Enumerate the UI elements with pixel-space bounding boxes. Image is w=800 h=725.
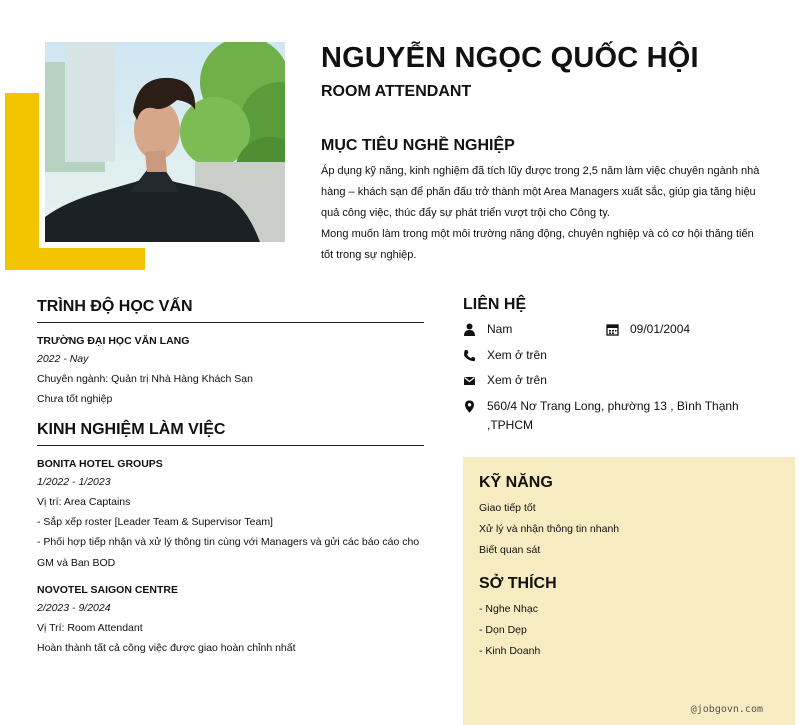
contact-dob-wrap [606, 320, 690, 339]
job-period: 1/2022 - 1/2023 [37, 476, 111, 488]
education-status: Chưa tốt nghiệp [37, 393, 113, 405]
job-title: ROOM ATTENDANT [321, 83, 472, 100]
job-detail: - Phối hợp tiếp nhận và xử lý thông tin cùng với Managers và gửi các báo cáo cho GM và Ban BOD [37, 536, 420, 569]
profile-photo [45, 42, 285, 242]
contact-address: 560/4 Nơ Trang Long, phường 13 , Bình Thạnh ,TPHCM [487, 399, 739, 432]
contact-row-phone [463, 346, 783, 365]
objective-body [321, 161, 766, 266]
hobby-item: - Kinh Doanh [479, 645, 541, 657]
contact-section [463, 296, 783, 435]
skills-heading: KỸ NĂNG [479, 474, 553, 491]
calendar-icon [606, 323, 619, 336]
education-major: Chuyên ngành: Quản trị Nhà Hàng Khách Sạn [37, 373, 253, 385]
contact-row-personal [463, 320, 783, 339]
skills-hobbies-panel [463, 457, 795, 725]
hobby-item: - Nghe Nhạc [479, 603, 538, 615]
objective-heading: MỤC TIÊU NGHỀ NGHIỆP [321, 137, 515, 154]
hobby-item: - Dọn Dẹp [479, 624, 527, 636]
contact-row-email [463, 371, 783, 390]
mail-icon [463, 374, 476, 387]
job-detail: Vị Trí: Room Attendant [37, 622, 143, 634]
contact-gender: Nam [487, 322, 513, 336]
education-heading: TRÌNH ĐỘ HỌC VẤN [37, 298, 424, 323]
objective-paragraph: Mong muốn làm trong một môi trường năng động, chuyên nghiệp và có cơ hội thăng tiến tốt trong sự nghiệp. [321, 228, 754, 261]
contact-dob: 09/01/2004 [630, 322, 691, 336]
contact-email: Xem ở trên [487, 373, 547, 387]
education-school: TRƯỜNG ĐẠI HỌC VĂN LANG [37, 335, 190, 347]
watermark: @jobgovn.com [690, 704, 763, 715]
left-column [37, 298, 424, 658]
job-company: BONITA HOTEL GROUPS [37, 458, 163, 470]
phone-icon [463, 349, 476, 362]
objective-paragraph: Áp dụng kỹ năng, kinh nghiệm đã tích lũy được trong 2,5 năm làm việc chuyên ngành nhà hàng – khách sạn để phấn đấu trở thành một Area Managers xuất sắc, giúp gia tăng hiệu quả công việc, thúc đẩy sự phát triển vượt trội cho Công ty. [321, 165, 760, 219]
contact-heading: LIÊN HỆ [463, 296, 527, 313]
contact-phone: Xem ở trên [487, 348, 547, 362]
education-period: 2022 - Nay [37, 353, 89, 365]
skill-item: Xử lý và nhận thông tin nhanh [479, 523, 620, 535]
job-company: NOVOTEL SAIGON CENTRE [37, 584, 178, 596]
skill-item: Giao tiếp tốt [479, 502, 536, 514]
job-detail: Vị trí: Area Captains [37, 496, 131, 508]
contact-row-address [463, 397, 783, 435]
job-detail: - Sắp xếp roster [Leader Team & Supervisor Team] [37, 516, 273, 528]
accent-bar-horizontal [5, 248, 145, 270]
job-detail: Hoàn thành tất cả công việc được giao hoàn chỉnh nhất [37, 642, 296, 654]
location-pin-icon [463, 400, 476, 413]
person-icon [463, 323, 476, 336]
job-period: 2/2023 - 9/2024 [37, 602, 111, 614]
skill-item: Biết quan sát [479, 544, 541, 556]
experience-heading: KINH NGHIỆM LÀM VIỆC [37, 421, 424, 446]
hobbies-heading: SỞ THÍCH [479, 575, 557, 592]
accent-bar-vertical [5, 93, 39, 270]
candidate-name: NGUYỄN NGỌC QUỐC HỘI [321, 42, 699, 74]
